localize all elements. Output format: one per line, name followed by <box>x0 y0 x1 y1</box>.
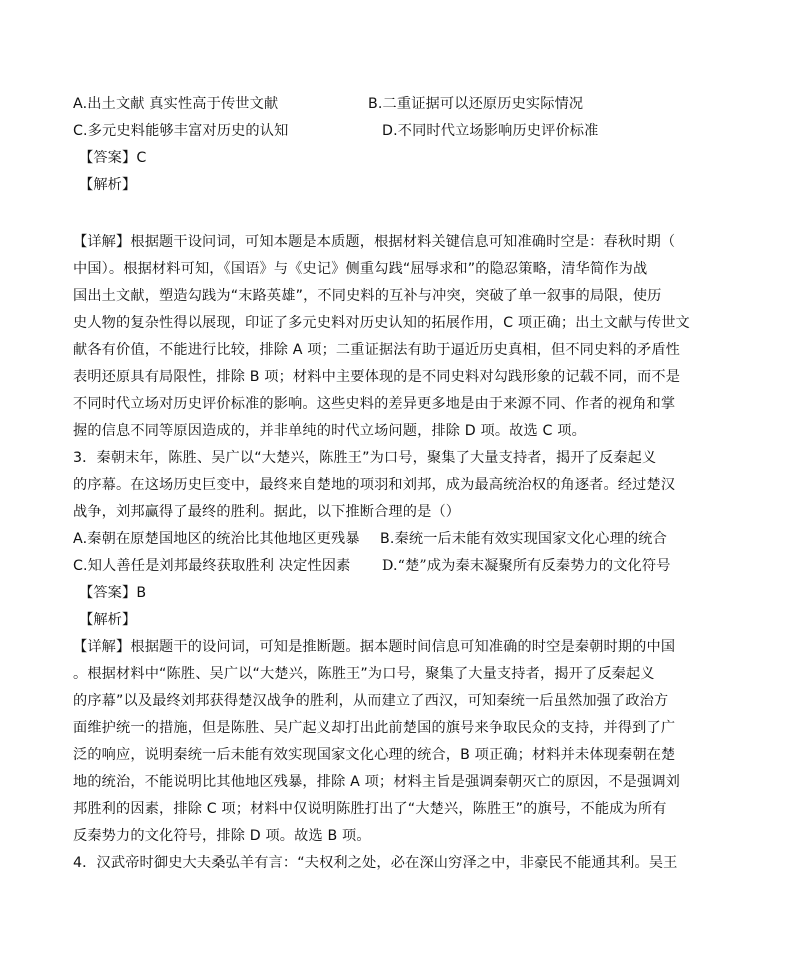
q2-option-a: A.出土文献 真实性高于传世文献 <box>73 96 279 112</box>
q2-explanation-line: 不同时代立场对历史评价标准的影响。这些史料的差异更多地是由于来源不同、作者的视角和掌 <box>73 396 676 412</box>
q3-stem-line: 的序幕。在这场历史巨变中，最终来自楚地的项羽和刘邦，成为最高统治权的角逐者。经过楚汉 <box>73 477 676 493</box>
q3-analysis-label: 【解析】 <box>79 612 137 628</box>
q2-option-b: B.二重证据可以还原历史实际情况 <box>368 96 584 112</box>
q3-explanation-line: 泛的响应，说明秦统一后未能有效实现国家文化心理的统合，B 项正确；材料并未体现秦朝在楚 <box>73 747 676 763</box>
q2-option-d: D.不同时代立场影响历史评价标准 <box>382 123 599 139</box>
q3-option-b: B.秦统一后未能有效实现国家文化心理的统合 <box>380 531 667 547</box>
q2-explanation-line: 中国）。根据材料可知，《国语》与《史记》侧重勾践“屈辱求和”的隐忍策略，清华简作为战 <box>73 261 648 277</box>
q2-explanation-line: 史人物的复杂性得以展现，印证了多元史料对历史认知的拓展作用，C 项正确；出土文献与传世文 <box>73 315 690 331</box>
q3-option-d: D.“楚”成为秦末凝聚所有反秦势力的文化符号 <box>382 558 671 574</box>
q3-explanation-line: 【详解】根据题干的设问词，可知是推断题。据本题时间信息可知准确的时空是秦朝时期的中国 <box>73 639 676 655</box>
q3-option-a: A.秦朝在原楚国地区的统治比其他地区更残暴 <box>73 531 360 547</box>
q2-explanation-line: 国出土文献，塑造勾践为“末路英雄”，不同史料的互补与冲突，突破了单一叙事的局限，使历 <box>73 288 662 304</box>
q3-stem-line: 战争，刘邦赢得了最终的胜利。据此，以下推断合理的是（） <box>73 504 461 520</box>
q2-explanation-line: 献各有价值，不能进行比较，排除 A 项；二重证据法有助于逼近历史真相，但不同史料的矛盾性 <box>73 342 681 358</box>
q3-stem-line: 3．秦朝末年，陈胜、吴广以“大楚兴，陈胜王”为口号，聚集了大量支持者，揭开了反秦起义 <box>73 450 657 466</box>
q2-option-c: C.多元史料能够丰富对历史的认知 <box>73 123 289 139</box>
q2-explanation-line: 握的信息不同等原因造成的，并非单纯的时代立场问题，排除 D 项。故选 C 项。 <box>73 423 586 439</box>
q3-explanation-line: 。根据材料中“陈胜、吴广以“大楚兴，陈胜王”为口号，聚集了大量支持者，揭开了反秦起义 <box>73 666 655 682</box>
q2-answer: 【答案】C <box>79 150 147 166</box>
q3-explanation-line: 面维护统一的措施，但是陈胜、吴广起义却打出此前楚国的旗号来争取民众的支持，并得到了广 <box>73 720 676 736</box>
q3-option-c: C.知人善任是刘邦最终获取胜利 决定性因素 <box>73 558 351 574</box>
q2-explanation-line: 表明还原具有局限性，排除 B 项；材料中主要体现的是不同史料对勾践形象的记载不同，而不是 <box>73 369 681 385</box>
q4-stem-line: 4．汉武帝时御史大夫桑弘羊有言：“夫权利之处，必在深山穷泽之中，非豪民不能通其利。吴王 <box>73 855 678 871</box>
q3-explanation-line: 邦胜利的因素，排除 C 项；材料中仅说明陈胜打出了“大楚兴，陈胜王”的旗号，不能成为所有 <box>73 801 667 817</box>
q2-analysis-label: 【解析】 <box>79 177 137 193</box>
q3-explanation-line: 反秦势力的文化符号，排除 D 项。故选 B 项。 <box>73 828 371 844</box>
q3-explanation-line: 地的统治，不能说明比其他地区残暴，排除 A 项；材料主旨是强调秦朝灭亡的原因，不是强调刘 <box>73 774 681 790</box>
q2-explanation-line: 【详解】根据题干设问词，可知本题是本质题，根据材料关键信息可知准确时空是：春秋时期（ <box>73 234 676 250</box>
q3-answer: 【答案】B <box>79 585 147 601</box>
q3-explanation-line: 的序幕”以及最终刘邦获得楚汉战争的胜利，从而建立了西汉，可知秦统一后虽然加强了政治方 <box>73 693 669 709</box>
